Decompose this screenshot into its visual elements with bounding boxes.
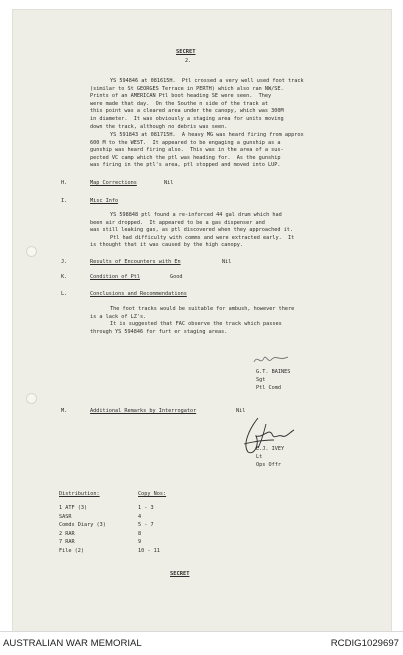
para1-line: (similar to St GEORGES Terrace in PERTH) which also ran NW/SE. xyxy=(90,85,284,92)
classification-bottom: SECRET xyxy=(170,571,190,577)
para1-line: in diameter. It was obviously a staging area for units moving xyxy=(90,116,284,122)
item-l-line: through YS 594846 for furt er staging areas. xyxy=(90,328,228,335)
distribution-copy: 9 xyxy=(138,539,142,545)
para2-line: gunship was heard firing also. This was in the area of a sus- xyxy=(90,147,284,154)
page-number: 2. xyxy=(185,58,192,64)
footer-source: AUSTRALIAN WAR MEMORIAL xyxy=(3,638,142,649)
archive-footer xyxy=(0,631,403,655)
para2-line: was firing in the ptl's area, ptl stopped and moved into LUP. xyxy=(90,162,281,169)
copy-nos-header: Copy Nos: xyxy=(138,491,167,497)
item-i-line: YS 598848 ptl found a re-inforced 44 gal drum which had xyxy=(110,212,282,218)
item-m-value: Nil xyxy=(236,408,246,414)
distribution-to: SASR xyxy=(59,513,72,520)
para1-line: Prints of an AMERICAN Ptl boot heading SE were seen. They xyxy=(90,93,272,100)
item-l-line: It is suggested that FAC observe the track which passes xyxy=(110,321,282,327)
punch-hole xyxy=(26,393,37,404)
sig1-name: G.T. BAINES xyxy=(256,369,291,375)
item-h-letter: H. xyxy=(61,180,68,186)
punch-hole xyxy=(26,246,37,257)
item-m-letter: M. xyxy=(61,408,68,414)
para2-line: pected VC camp which the ptl was heading for. As the gunship xyxy=(90,154,281,161)
sig2-name: E.J. IVEY xyxy=(256,446,285,452)
classification-top: SECRET xyxy=(176,49,196,55)
para1-line: this point was a cleared area under the canopy, which was 300M xyxy=(90,108,284,115)
item-l-title: Conclusions and Recommendations xyxy=(90,291,187,297)
sig1-rank: Sgt xyxy=(256,377,266,383)
item-j-value: Nil xyxy=(222,259,232,265)
item-k-letter: K. xyxy=(61,274,68,280)
distribution-copy: 5 - 7 xyxy=(138,522,154,528)
item-l-line: is a lack of LZ's. xyxy=(90,313,147,320)
para1-line: YS 594846 at 081615H. Ptl crossed a very well used foot track xyxy=(110,78,304,84)
distribution-to: 2 RAR xyxy=(59,530,75,537)
para1-line: were made that day. On the Southe n side of the track at xyxy=(90,100,269,107)
signature-baines-icon xyxy=(252,352,292,368)
item-j-title: Results of Encounters with En xyxy=(90,259,181,265)
footer-id: RCDIG1029697 xyxy=(330,638,399,649)
item-k-title: Condition of Ptl xyxy=(90,274,140,280)
distribution-copy: 4 xyxy=(138,513,142,520)
distribution-copy: 8 xyxy=(138,530,142,537)
para2-line: YS 591843 at 081715H. A heavy MG was heard firing from approx xyxy=(110,132,304,138)
sig1-role: Ptl Comd xyxy=(256,385,281,391)
item-i-line: Ptl had difficulty with comms and were extracted early. It xyxy=(110,234,295,241)
item-k-value: Good xyxy=(170,274,183,280)
item-i-line: was still leaking gas, as ptl discovered when they approached it. xyxy=(90,227,294,234)
distribution-to: Comds Diary (3) xyxy=(59,522,106,528)
distribution-header: Distribution: xyxy=(59,491,100,497)
item-j-letter: J. xyxy=(61,259,68,265)
item-m-title: Additional Remarks by Interrogator xyxy=(90,408,197,414)
sig2-role: Ops Offr xyxy=(256,462,281,468)
distribution-to: 1 ATF (3) xyxy=(59,505,88,511)
para2-line: 600 M to the WEST. It appeared to be engaging a gunship as a xyxy=(90,139,281,146)
item-l-line: The foot tracks would be suitable for ambush, however there xyxy=(110,306,295,312)
distribution-copy: 1 - 3 xyxy=(138,505,154,511)
item-i-line: is thought that it was caused by the high canopy. xyxy=(90,242,244,249)
item-i-letter: I. xyxy=(61,198,68,204)
item-i-line: been air dropped. It appeared to be a gas dispenser and xyxy=(90,219,265,226)
distribution-to: File (2) xyxy=(59,547,84,554)
item-h-value: Nil xyxy=(164,180,174,186)
item-h-title: Map Corrections xyxy=(90,180,137,186)
distribution-to: 7 RAR xyxy=(59,539,75,545)
item-l-letter: L. xyxy=(61,291,68,297)
para1-line: down the track, although no debris was seen. xyxy=(90,123,228,130)
item-i-title: Misc Info xyxy=(90,198,119,204)
sig2-rank: Lt xyxy=(256,454,263,460)
distribution-copy: 10 - 11 xyxy=(138,547,160,554)
